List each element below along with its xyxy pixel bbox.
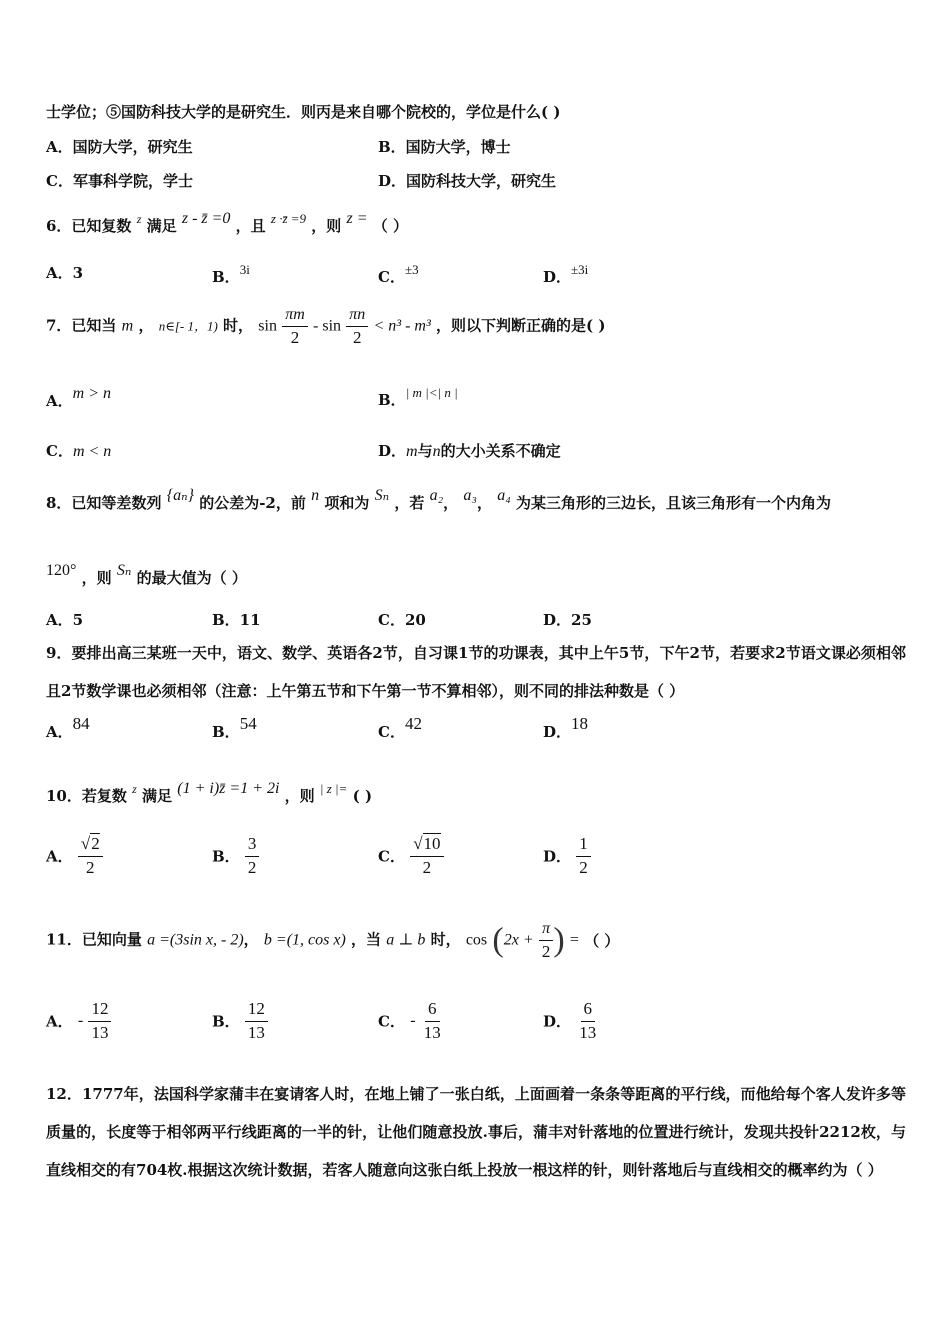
q10-option-d: D． $\frac{1}{2}$	[543, 835, 591, 877]
q8-option-d: D．25	[543, 611, 592, 629]
q10-fraction-d: $\frac{1}{2}$	[576, 835, 591, 877]
q7-fraction-1: $\frac{\pi m}{2}$	[282, 306, 308, 347]
q10-fraction-b: $\frac{3}{2}$	[245, 835, 260, 877]
q8-option-a: A．5	[46, 611, 84, 629]
q10-option-a: A． $\frac{√2}{2}$	[46, 835, 103, 877]
intro-option-b: B．国防大学，博士	[378, 138, 511, 156]
q9-option-d: D．18	[543, 714, 589, 741]
q7-option-a: A．m > n	[46, 385, 111, 410]
question-12: 12．1777年，法国科学家蒲丰在宴请客人时，在地上铺了一张白纸，上面画着一条条等距离的平行线，而他给每个客人发许多等质量的，长度等于相邻两平行线距离的一半的针，让他们随意投放.事后，蒲丰对针落地的位置进行统计，发现共投针2212枚，与直线相交的有704枚.根据这次统计数据，若客人随意向这张白纸上投放一根这样的针，则针落地后与直线相交的概率约为（ ）	[46, 1085, 906, 1179]
question-9: 9．要排出高三某班一天中，语文、数学、英语各2节，自习课1节的功课表，其中上午5节，下午2节，若要求2节语文课必须相邻且2节数学课也必须相邻（注意：上午第五节和下午第一节不算相邻），则不同的排法种数是（ ）	[46, 644, 906, 700]
question-7: 7．已知当 m ， n∈[- 1，1) 时， sin $\frac{\pi m}{2}$ - sin $\frac{\pi n}{2}$ < n³ - m³ ，则以下判断正确的是( )	[46, 306, 606, 347]
intro-option-c: C．军事科学院，学士	[46, 172, 193, 190]
q10-fraction-c: $\frac{√10}{2}$	[410, 835, 443, 877]
intro-option-d: D．国防科技大学，研究生	[378, 172, 557, 190]
q9-option-b: B．54	[212, 714, 257, 741]
q10-fraction-a: $\frac{√2}{2}$	[78, 835, 103, 877]
q6-option-d: D．±3i	[543, 262, 589, 286]
q9-option-c: C．42	[378, 714, 422, 741]
q11-fraction: $\frac{\pi}{2}$	[539, 920, 554, 961]
q11-option-a: A． - $\frac{12}{13}$	[46, 1000, 111, 1042]
q7-fraction-2: $\frac{\pi n}{2}$	[346, 306, 368, 347]
q10-option-b: B． $\frac{3}{2}$	[212, 835, 259, 877]
q11-fraction-b: $\frac{12}{13}$	[245, 1000, 268, 1042]
q8-option-c: C．20	[378, 611, 426, 629]
q7-option-b: B．| m |<| n |	[378, 385, 458, 409]
question-8: 8．已知等差数列 {aₙ} 的公差为-2，前 n 项和为 Sₙ ，若 a₂， a₃， a₄ 为某三角形的三边长，且该三角形有一个内角为	[46, 487, 831, 512]
q11-right-paren: )	[553, 921, 565, 959]
q6-option-a: A．3	[46, 264, 84, 282]
q8-option-b: B．11	[212, 611, 261, 629]
q6-option-b: B．3i	[212, 262, 250, 286]
q11-option-b: B． $\frac{12}{13}$	[212, 1000, 268, 1042]
q10-option-c: C． $\frac{√10}{2}$	[378, 835, 444, 877]
q11-left-paren: (	[492, 921, 504, 959]
intro-option-a: A．国防大学，研究生	[46, 138, 193, 156]
question-8-line-2: 120° ，则 Sₙ 的最大值为（ ）	[46, 562, 247, 587]
q6-option-c: C．±3	[378, 262, 419, 286]
question-10: 10．若复数 $^z$ 满足 (1 + i)z̄ =1 + 2i ，则 | z |= ( )	[46, 780, 373, 805]
q11-option-d: D． $\frac{6}{13}$	[543, 1000, 599, 1042]
question-11: 11．已知向量 a =(3sin x, - 2)， b =(1, cos x) ，当 a ⊥ b 时， cos (2x + $\frac{\pi}{2}$ ) = （ ）	[46, 920, 620, 961]
q7-option-c: C．m < n	[46, 442, 112, 460]
intro-text: 士学位；⑤国防科技大学的是研究生．则丙是来自哪个院校的，学位是什么( )	[46, 103, 561, 121]
q11-fraction-c: $\frac{6}{13}$	[423, 999, 441, 1042]
q11-fraction-d: $\frac{6}{13}$	[579, 999, 597, 1042]
q7-option-d: D．m与n的大小关系不确定	[378, 442, 561, 460]
q11-fraction-a: $\frac{12}{13}$	[88, 1000, 111, 1042]
q9-option-a: A．84	[46, 714, 90, 741]
question-6: 6．已知复数 $^z$ 满足 z - z̄ =0 ，且 z ·z̄ =9 ，则 z = （ ）	[46, 210, 409, 235]
q11-option-c: C． - $\frac{6}{13}$	[378, 1000, 444, 1042]
